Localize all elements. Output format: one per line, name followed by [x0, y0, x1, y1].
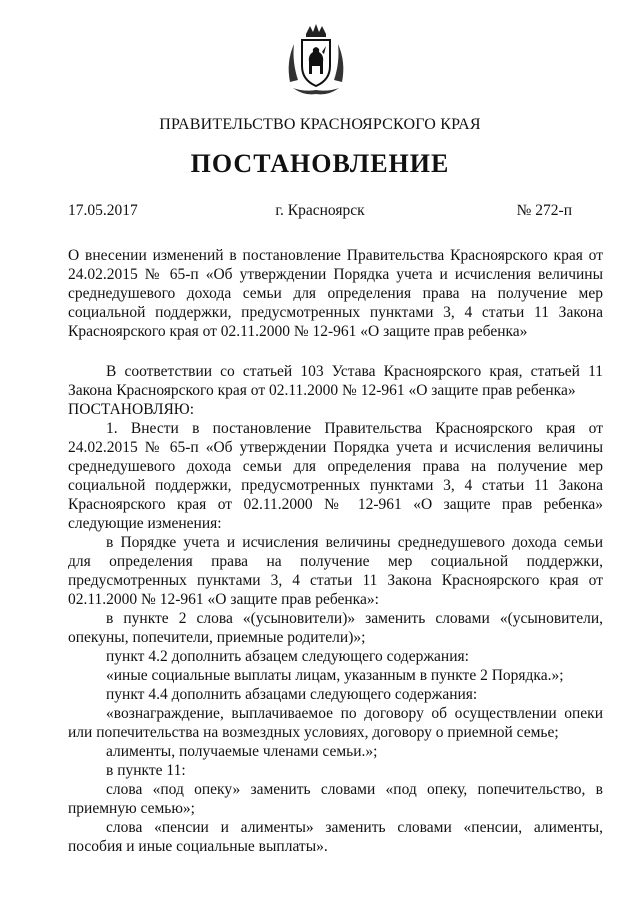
body-paragraph: алименты, получаемые членами семьи.»;: [106, 743, 378, 760]
body-paragraph: слова «пенсии и алименты» заменить словами «пенсии, алименты, пособия и иные социальные выплаты».: [68, 819, 603, 855]
body-paragraph: 1. Внести в постановление Правительства Красноярского края от 24.02.2015 № 65-п «Об утверждении Порядка учета и исчисления величины среднедушевого дохода семьи для определения права на получение мер социальной поддержки, предусмотренных пунктами 3, 4 статьи 11 Закона Красноярского края от 02.11.2000 № 12-961 «О защите прав ребенка» следующие изменения:: [68, 420, 603, 532]
document-subject: [68, 246, 603, 341]
body-paragraph: «иные социальные выплаты лицам, указанным в пункте 2 Порядка.»;: [106, 667, 564, 684]
document-body: [68, 362, 603, 856]
decree-word: ПОСТАНОВЛЯЮ:: [68, 401, 195, 418]
body-paragraph: пункт 4.4 дополнить абзацами следующего содержания:: [106, 686, 478, 703]
preamble: В соответствии со статьей 103 Устава Красноярского края, статьей 11 Закона Красноярского края от 02.11.2000 № 12-961 «О защите прав ребенка»: [68, 363, 603, 399]
subject-text: О внесении изменений в постановление Правительства Красноярского края от 24.02.2015 № 65-п «Об утверждении Порядка учета и исчисления величины среднедушевого дохода семьи для определения права на получение мер социальной поддержки, предусмотренных пунктами 3, 4 статьи 11 Закона Красноярского края от 02.11.2000 № 12-961 «О защите прав ребенка»: [68, 247, 603, 340]
body-paragraph: слова «под опеку» заменить словами «под опеку, попечительство, в приемную семью»;: [68, 781, 603, 817]
body-paragraph: пункт 4.2 дополнить абзацем следующего содержания:: [106, 648, 469, 665]
body-paragraph: в пункте 2 слова «(усыновители)» заменить словами «(усыновители, опекуны, попечители, приемные родители)»;: [68, 610, 603, 646]
body-paragraph: в Порядке учета и исчисления величины среднедушевого дохода семьи для определения права на получение мер социальной поддержки, предусмотренных пунктами 3, 4 статьи 11 Закона Красноярского края от 02.11.2000 № 12-961 «О защите прав ребенка»:: [68, 534, 603, 608]
government-name: ПРАВИТЕЛЬСТВО КРАСНОЯРСКОГО КРАЯ: [159, 116, 481, 133]
document-number: № 272-п: [516, 202, 572, 219]
body-paragraph: в пункте 11:: [106, 762, 186, 779]
document-date: 17.05.2017: [68, 202, 138, 219]
document-city: г. Красноярск: [275, 202, 365, 219]
body-paragraph: «вознаграждение, выплачиваемое по договору об осуществлении опеки или попечительства на возмездных условиях, договору о приемной семье;: [68, 705, 603, 741]
document-title: ПОСТАНОВЛЕНИЕ: [190, 149, 450, 178]
krasnoyarsk-coat-of-arms-icon: [284, 22, 348, 100]
